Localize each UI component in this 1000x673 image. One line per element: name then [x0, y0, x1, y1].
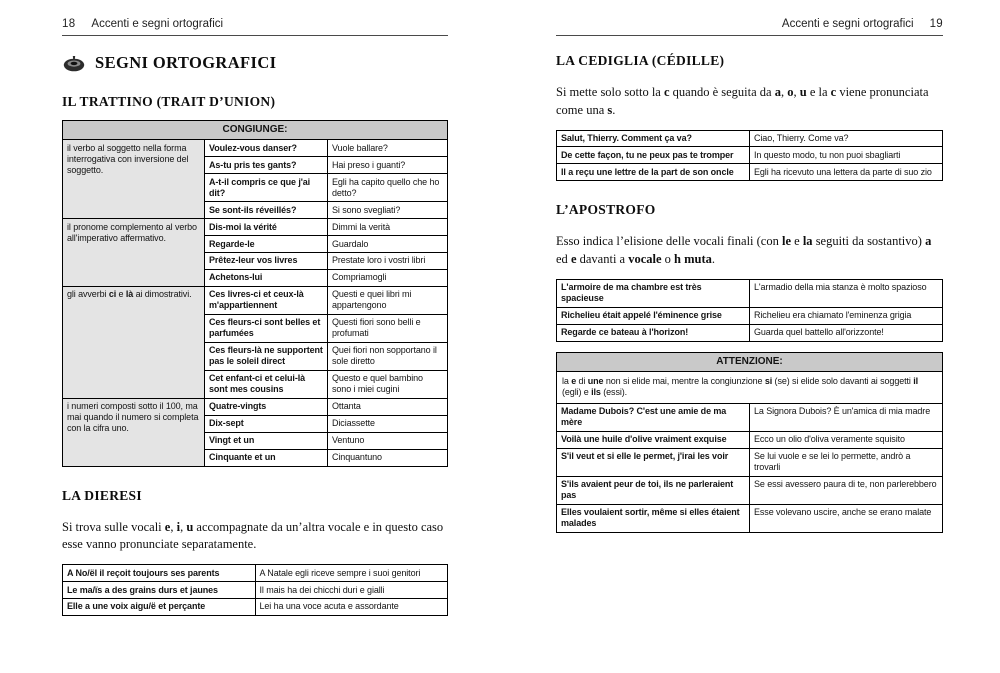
attenzione-note: la e di une non si elide mai, mentre la congiunzione si (se) si elide solo davanti ai soggetti il (egli) e ils (essi). — [557, 371, 943, 403]
french-example: Prêtez-leur vos livres — [205, 252, 328, 269]
italian-translation: Questo e quel bambino sono i miei cugini — [328, 370, 448, 398]
french-example: Le ma/ïs a des grains durs et jaunes — [63, 582, 256, 599]
italian-translation: Richelieu era chiamato l'eminenza grigia — [750, 307, 943, 324]
congiunge-table — [62, 120, 448, 467]
french-example: Ces fleurs-là ne supportent pas le soleil direct — [205, 342, 328, 370]
subsection-dieresi: LA DIERESI — [62, 487, 142, 503]
french-example: Elles voulaient sortir, même si elles étaient malades — [557, 504, 750, 532]
french-example: Elle a une voix aigu/ë et perçante — [63, 598, 256, 615]
table-row — [557, 147, 943, 164]
table-row — [557, 130, 943, 147]
french-example: Cet enfant-ci et celui-là sont mes cousins — [205, 370, 328, 398]
french-example: Richelieu était appelé l'éminence grise — [557, 307, 750, 324]
french-example: Dis-moi la vérité — [205, 219, 328, 236]
table-row — [557, 431, 943, 448]
french-example: Regarde-le — [205, 236, 328, 253]
french-example: Se sont-ils réveillés? — [205, 202, 328, 219]
italian-translation: Diciassette — [328, 415, 448, 432]
note-row — [557, 371, 943, 403]
italian-translation: Se lui vuole e se lei lo permette, andrò a trovarli — [750, 448, 943, 476]
italian-translation: Guardalo — [328, 236, 448, 253]
dieresi-table — [62, 564, 448, 616]
section-title: SEGNI ORTOGRAFICI — [95, 53, 277, 72]
cediglia-intro: Si mette solo sotto la c quando è seguita da a, o, u e la c viene pronunciata come una s. — [556, 85, 929, 117]
running-title: Accenti e segni ortografici — [91, 18, 224, 30]
italian-translation: Si sono svegliati? — [328, 202, 448, 219]
rule-description: il verbo al soggetto nella forma interrogativa con inversione del soggetto. — [63, 140, 205, 219]
french-example: Dix-sept — [205, 415, 328, 432]
subsection-trattino: IL TRATTINO (TRAIT D’UNION) — [62, 94, 276, 109]
italian-translation: La Signora Dubois? È un'amica di mia madre — [750, 403, 943, 431]
table-row — [557, 504, 943, 532]
italian-translation: Ciao, Thierry. Come va? — [750, 130, 943, 147]
italian-translation: Quei fiori non sopportano il sole diretto — [328, 342, 448, 370]
french-example: Ces livres-ci et ceux-là m'appartiennent — [205, 286, 328, 314]
page-number: 19 — [929, 18, 943, 30]
french-example: As-tu pris tes gants? — [205, 157, 328, 174]
italian-translation: Ecco un olio d'oliva veramente squisito — [750, 431, 943, 448]
french-example: Salut, Thierry. Comment ça va? — [557, 130, 750, 147]
italian-translation: Dimmi la verità — [328, 219, 448, 236]
apostrofo-intro: Esso indica l’elisione delle vocali finali (con le e la seguiti da sostantivo) a ed e davanti a vocale o h muta. — [556, 234, 932, 267]
french-example: Voilà une huile d'olive vraiment exquise — [557, 431, 750, 448]
french-example: Achetons-lui — [205, 269, 328, 286]
table-row — [557, 279, 943, 307]
italian-translation: Lei ha una voce acuta e assordante — [255, 598, 448, 615]
italian-translation: Compriamogli — [328, 269, 448, 286]
french-example: De cette façon, tu ne peux pas te tromper — [557, 147, 750, 164]
running-header-right — [556, 18, 943, 36]
attenzione-title: ATTENZIONE: — [557, 352, 943, 371]
table-row — [63, 286, 448, 314]
italian-translation: Questi fiori sono belli e profumati — [328, 314, 448, 342]
french-example: A No/ël il reçoit toujours ses parents — [63, 565, 256, 582]
rule-description: gli avverbi ci e là ai dimostrativi. — [63, 286, 205, 398]
section-heading — [62, 53, 448, 73]
italian-translation: Il mais ha dei chicchi duri e gialli — [255, 582, 448, 599]
apostrofo-table — [556, 279, 943, 342]
table-row — [557, 324, 943, 341]
italian-translation: In questo modo, tu non puoi sbagliarti — [750, 147, 943, 164]
attenzione-box — [556, 352, 943, 533]
cediglia-table — [556, 130, 943, 182]
italian-translation: Se essi avessero paura di te, non parlerebbero — [750, 476, 943, 504]
italian-translation: Ottanta — [328, 398, 448, 415]
french-example: Vingt et un — [205, 432, 328, 449]
inkwell-icon — [62, 55, 86, 72]
table-row — [557, 476, 943, 504]
congiunge-table-title: CONGIUNGE: — [63, 121, 448, 140]
table-title-row — [557, 352, 943, 371]
italian-translation: Hai preso i guanti? — [328, 157, 448, 174]
french-example: L'armoire de ma chambre est très spacieuse — [557, 279, 750, 307]
table-row — [63, 598, 448, 615]
page-number: 18 — [62, 18, 76, 30]
italian-translation: Questi e quei libri mi appartengono — [328, 286, 448, 314]
rule-description: i numeri composti sotto il 100, ma mai quando il numero si completa con la cifra uno. — [63, 398, 205, 466]
table-row — [557, 448, 943, 476]
italian-translation: L'armadio della mia stanza è molto spazioso — [750, 279, 943, 307]
french-example: Cinquante et un — [205, 449, 328, 466]
french-example: S'il veut et si elle le permet, j'irai les voir — [557, 448, 750, 476]
french-example: S'ils avaient peur de toi, ils ne parleraient pas — [557, 476, 750, 504]
french-example: Ces fleurs-ci sont belles et parfumées — [205, 314, 328, 342]
french-example: Quatre-vingts — [205, 398, 328, 415]
french-example: Voulez-vous danser? — [205, 140, 328, 157]
table-row — [557, 403, 943, 431]
french-example: Madame Dubois? C'est une amie de ma mère — [557, 403, 750, 431]
italian-translation: Egli ha capito quello che ho detto? — [328, 174, 448, 202]
running-header-left — [62, 18, 448, 36]
page-18 — [62, 18, 448, 616]
french-example: Regarde ce bateau à l'horizon! — [557, 324, 750, 341]
subsection-apostrofo: L’APOSTROFO — [556, 202, 656, 218]
italian-translation: Ventuno — [328, 432, 448, 449]
italian-translation: Guarda quel battello all'orizzonte! — [750, 324, 943, 341]
italian-translation: A Natale egli riceve sempre i suoi genitori — [255, 565, 448, 582]
table-row — [557, 164, 943, 181]
italian-translation: Vuole ballare? — [328, 140, 448, 157]
table-row — [63, 398, 448, 415]
table-row — [63, 565, 448, 582]
italian-translation: Cinquantuno — [328, 449, 448, 466]
italian-translation: Egli ha ricevuto una lettera da parte di suo zio — [750, 164, 943, 181]
subsection-cediglia: LA CEDIGLIA (CÉDILLE) — [556, 53, 725, 68]
italian-translation: Esse volevano uscire, anche se erano malate — [750, 504, 943, 532]
table-row — [63, 582, 448, 599]
dieresi-intro: Si trova sulle vocali e, i, u accompagnate da un’altra vocale e in questo caso esse vanno pronunciate separatamente. — [62, 519, 444, 552]
rule-description: il pronome complemento al verbo all'imperativo affermativo. — [63, 219, 205, 287]
page-19 — [556, 18, 943, 533]
table-row — [63, 140, 448, 157]
table-row — [63, 219, 448, 236]
running-title: Accenti e segni ortografici — [781, 18, 914, 30]
table-title-row — [63, 121, 448, 140]
french-example: Il a reçu une lettre de la part de son oncle — [557, 164, 750, 181]
french-example: A-t-il compris ce que j'ai dit? — [205, 174, 328, 202]
italian-translation: Prestate loro i vostri libri — [328, 252, 448, 269]
table-row — [557, 307, 943, 324]
